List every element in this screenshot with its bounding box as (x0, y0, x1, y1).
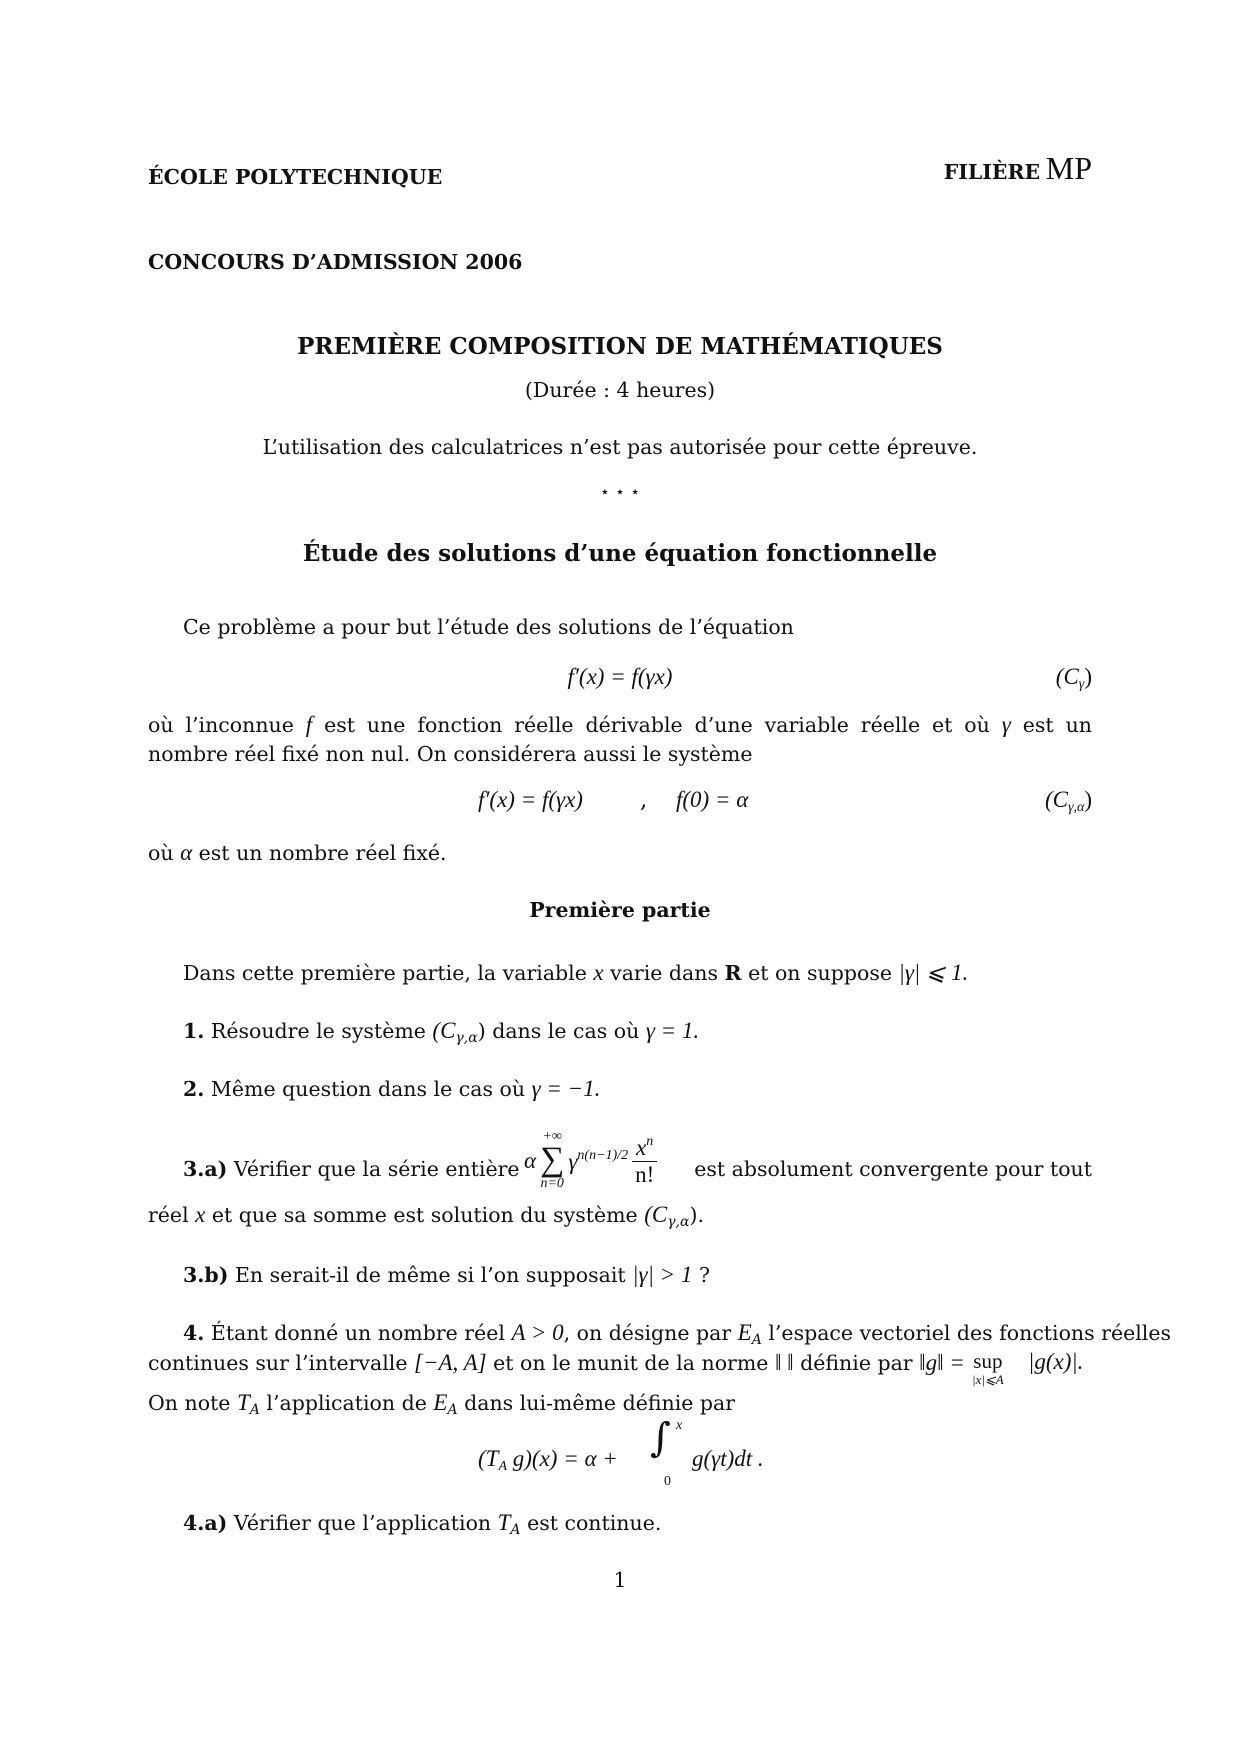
question-4a: 4.a) Vérifier que l’application $T_A$ est continue. (183, 1510, 662, 1538)
intro-line-3: où α est un nombre réel fixé. (148, 840, 447, 865)
fraction-xn-over-n-factorial: $\frac{x^n}{n!}$ (632, 1134, 657, 1188)
question-4-line-2: continues sur l’intervalle [−A, A] et on le munit de la norme ‖ ‖ définie par ‖g‖ = (148, 1350, 965, 1375)
integral-upper-bound: x (676, 1418, 683, 1433)
concours-line: CONCOURS D’ADMISSION 2006 (148, 250, 523, 274)
equation-c-gamma-alpha-sep: , (640, 787, 648, 813)
sup-operator: sup |x|⩽A (972, 1349, 1004, 1387)
subtitle: Étude des solutions d’une équation fonctionnelle (302, 540, 938, 567)
main-title: PREMIÈRE COMPOSITION DE MATHÉMATIQUES (297, 333, 943, 360)
question-4-line-3: On note $T_A$ l’application de $E_A$ dans lui-même définie par (148, 1390, 736, 1418)
intro-line: Ce problème a pour but l’étude des solutions de l’équation (183, 615, 794, 639)
integral-lower-bound: 0 (664, 1474, 671, 1489)
equation-c-gamma-tag: $(C_\gamma)$ (1055, 664, 1092, 692)
duration: (Durée : 4 heures) (524, 378, 716, 402)
filiere-code: MP (1045, 150, 1092, 186)
equation-c-gamma-alpha-tag: $(C_{\gamma,\alpha})$ (1044, 787, 1092, 815)
equation-c-gamma: f′(x) = f(γx) (567, 664, 673, 689)
question-3a-label: 3.a) Vérifier que la série entière (183, 1157, 520, 1181)
filiere (944, 150, 1092, 187)
part1-heading: Première partie (529, 898, 711, 922)
filiere-label: FILIÈRE (943, 160, 1041, 184)
question-4-line-1: 4. Étant donné un nombre réel A > 0, on désigne par $E_A$ l’espace vectoriel des fonctions réelles (183, 1320, 1172, 1348)
integral-equation-left: ($T_A$ g)(x) = α + (478, 1446, 618, 1474)
school-name: ÉCOLE POLYTECHNIQUE (148, 165, 443, 189)
integral-sign: ∫ (650, 1415, 671, 1461)
equation-c-gamma-alpha-right: f(0) = α (676, 787, 749, 812)
question-3a-line-2: réel x et que sa somme est solution du système $(C_{\gamma,\alpha})$. (148, 1202, 704, 1230)
sum-operator: +∞ ∑ n=0 (540, 1129, 565, 1191)
question-1: 1. Résoudre le système $(C_{\gamma,\alpha})$ dans le cas où γ = 1. (183, 1018, 700, 1046)
page-number: 1 (613, 1568, 627, 1592)
stars-separator: ⋆ ⋆ ⋆ (599, 482, 641, 501)
sup-abs-g: |g(x)|. (1028, 1349, 1084, 1374)
series-formula: α +∞ ∑ n=0 $\gamma^{n(n-1)/2}$ $\frac{x^n}{n!}$ (524, 1130, 657, 1210)
question-2: 2. Même question dans le cas où γ = −1. (183, 1076, 601, 1101)
equation-c-gamma-alpha-left: f′(x) = f(γx) (478, 787, 583, 812)
intro-paragraph-2: où l’inconnue f est une fonction réelle dérivable d’une variable réelle et où γ est un nombre réel fixé non nul. On considérera aussi le système (148, 712, 1092, 766)
question-3a-text-right: est absolument convergente pour tout (694, 1157, 1092, 1181)
part1-intro: Dans cette première partie, la variable x varie dans R et on suppose |γ| ⩽ 1. (183, 960, 969, 985)
question-3b: 3.b) En serait-il de même si l’on supposait |γ| > 1 ? (183, 1262, 710, 1287)
integral-body: g(γt)dt . (692, 1446, 764, 1471)
calculator-notice: L’utilisation des calculatrices n’est pas autorisée pour cette épreuve. (262, 435, 978, 459)
